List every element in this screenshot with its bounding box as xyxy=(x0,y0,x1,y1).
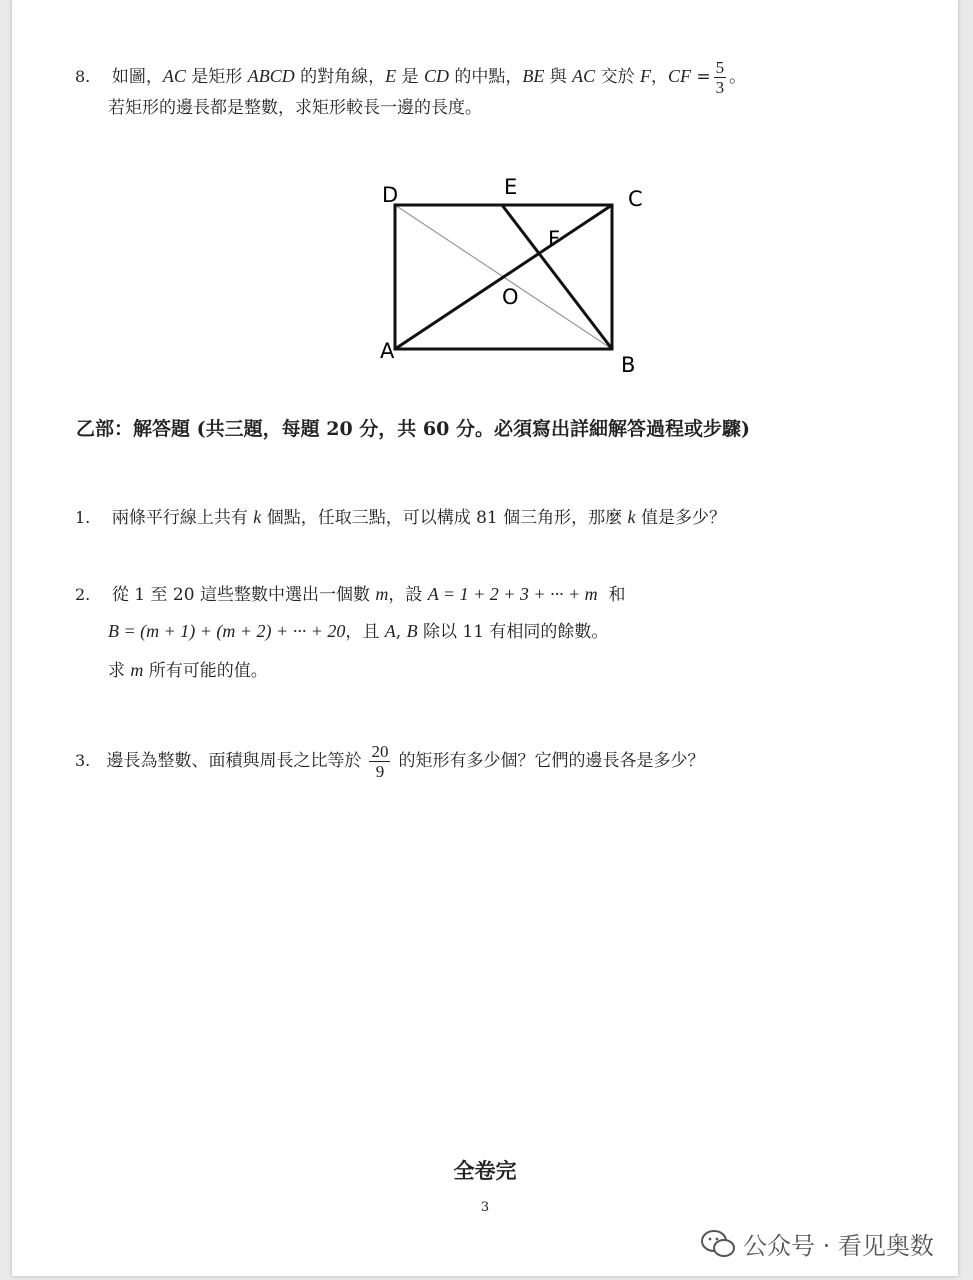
wechat-icon xyxy=(699,1228,739,1260)
text: 和 xyxy=(603,585,626,605)
text: 個點，任取三點，可以構成 81 個三角形，那麼 xyxy=(261,508,628,528)
text: 的對角線， xyxy=(294,67,386,87)
text: 是 xyxy=(396,67,424,87)
text: 所有可能的值。 xyxy=(143,661,268,681)
math-var: k xyxy=(627,507,636,527)
text: 值是多少？ xyxy=(635,508,726,528)
text: 求 xyxy=(108,661,131,681)
text: 從 1 至 20 這些整數中選出一個數 xyxy=(111,585,376,605)
formula-a: A = 1 + 2 + 3 + ··· + m xyxy=(427,584,598,604)
fraction-denominator: 3 xyxy=(715,78,725,97)
text: 除以 11 有相同的餘數。 xyxy=(417,622,609,642)
text: = xyxy=(691,67,711,87)
text: 交於 xyxy=(595,67,640,87)
math-var: m xyxy=(130,660,144,680)
question-2-line3 xyxy=(108,658,268,683)
text: ， xyxy=(651,67,668,87)
exam-page xyxy=(12,0,958,1276)
text: 如圖， xyxy=(111,67,163,87)
label-b: B xyxy=(621,353,636,377)
math-var: ABCD xyxy=(247,66,295,86)
label-e: E xyxy=(504,175,518,199)
math-var: k xyxy=(253,507,262,527)
label-a: A xyxy=(380,339,395,363)
fraction-numerator: 5 xyxy=(715,58,725,77)
fraction-denominator: 9 xyxy=(375,761,385,781)
text: 與 xyxy=(544,67,573,87)
math-var: m xyxy=(375,584,389,604)
question-2-line1 xyxy=(75,582,625,607)
text: 的中點， xyxy=(448,67,523,87)
math-var: F xyxy=(640,66,651,86)
question-number: 2. xyxy=(75,585,91,604)
label-d: D xyxy=(382,183,399,207)
math-var: B xyxy=(406,621,418,641)
watermark-text: 公众号 · 看见奥数 xyxy=(743,1232,934,1260)
question-8-line2: 若矩形的邊長都是整數，求矩形較長一邊的長度。 xyxy=(108,98,482,118)
watermark xyxy=(699,1226,934,1261)
fraction-numerator: 20 xyxy=(371,741,389,761)
fraction xyxy=(369,742,390,781)
label-f: F xyxy=(548,227,561,251)
label-c: C xyxy=(628,187,643,211)
math-var: CF xyxy=(668,66,692,86)
math-var: A xyxy=(384,621,396,641)
math-var: AC xyxy=(162,66,186,86)
text: 的矩形有多少個？它們的邊長各是多少？ xyxy=(398,751,705,771)
math-var: CD xyxy=(423,66,449,86)
math-var: BE xyxy=(522,66,545,86)
question-3 xyxy=(75,737,704,785)
question-number: 8. xyxy=(75,67,91,86)
label-o: O xyxy=(502,285,519,309)
text: ，且 xyxy=(345,622,385,642)
question-number: 1. xyxy=(75,508,91,527)
text: 是矩形 xyxy=(185,67,248,87)
question-1 xyxy=(75,505,726,530)
fraction xyxy=(714,58,727,97)
text: 兩條平行線上共有 xyxy=(111,508,254,528)
page-number: 3 xyxy=(480,1200,490,1215)
question-number: 3. xyxy=(75,751,91,770)
question-2-line2 xyxy=(108,619,608,644)
question-8-line1 xyxy=(75,58,746,97)
text: 。 xyxy=(729,67,747,87)
section-heading: 乙部：解答題 (共三題，每題 20 分，共 60 分。必須寫出詳細解答過程或步驟) xyxy=(76,418,750,440)
text: 邊長為整數、面積與周長之比等於 xyxy=(106,751,362,771)
rectangle-figure xyxy=(362,168,652,378)
text: , xyxy=(395,622,407,642)
math-var: E xyxy=(385,66,397,86)
formula-b: B = (m + 1) + (m + 2) + ··· + 20 xyxy=(108,621,346,641)
math-var: AC xyxy=(572,66,596,86)
text: ，設 xyxy=(388,585,428,605)
end-of-paper: 全卷完 xyxy=(453,1158,517,1183)
